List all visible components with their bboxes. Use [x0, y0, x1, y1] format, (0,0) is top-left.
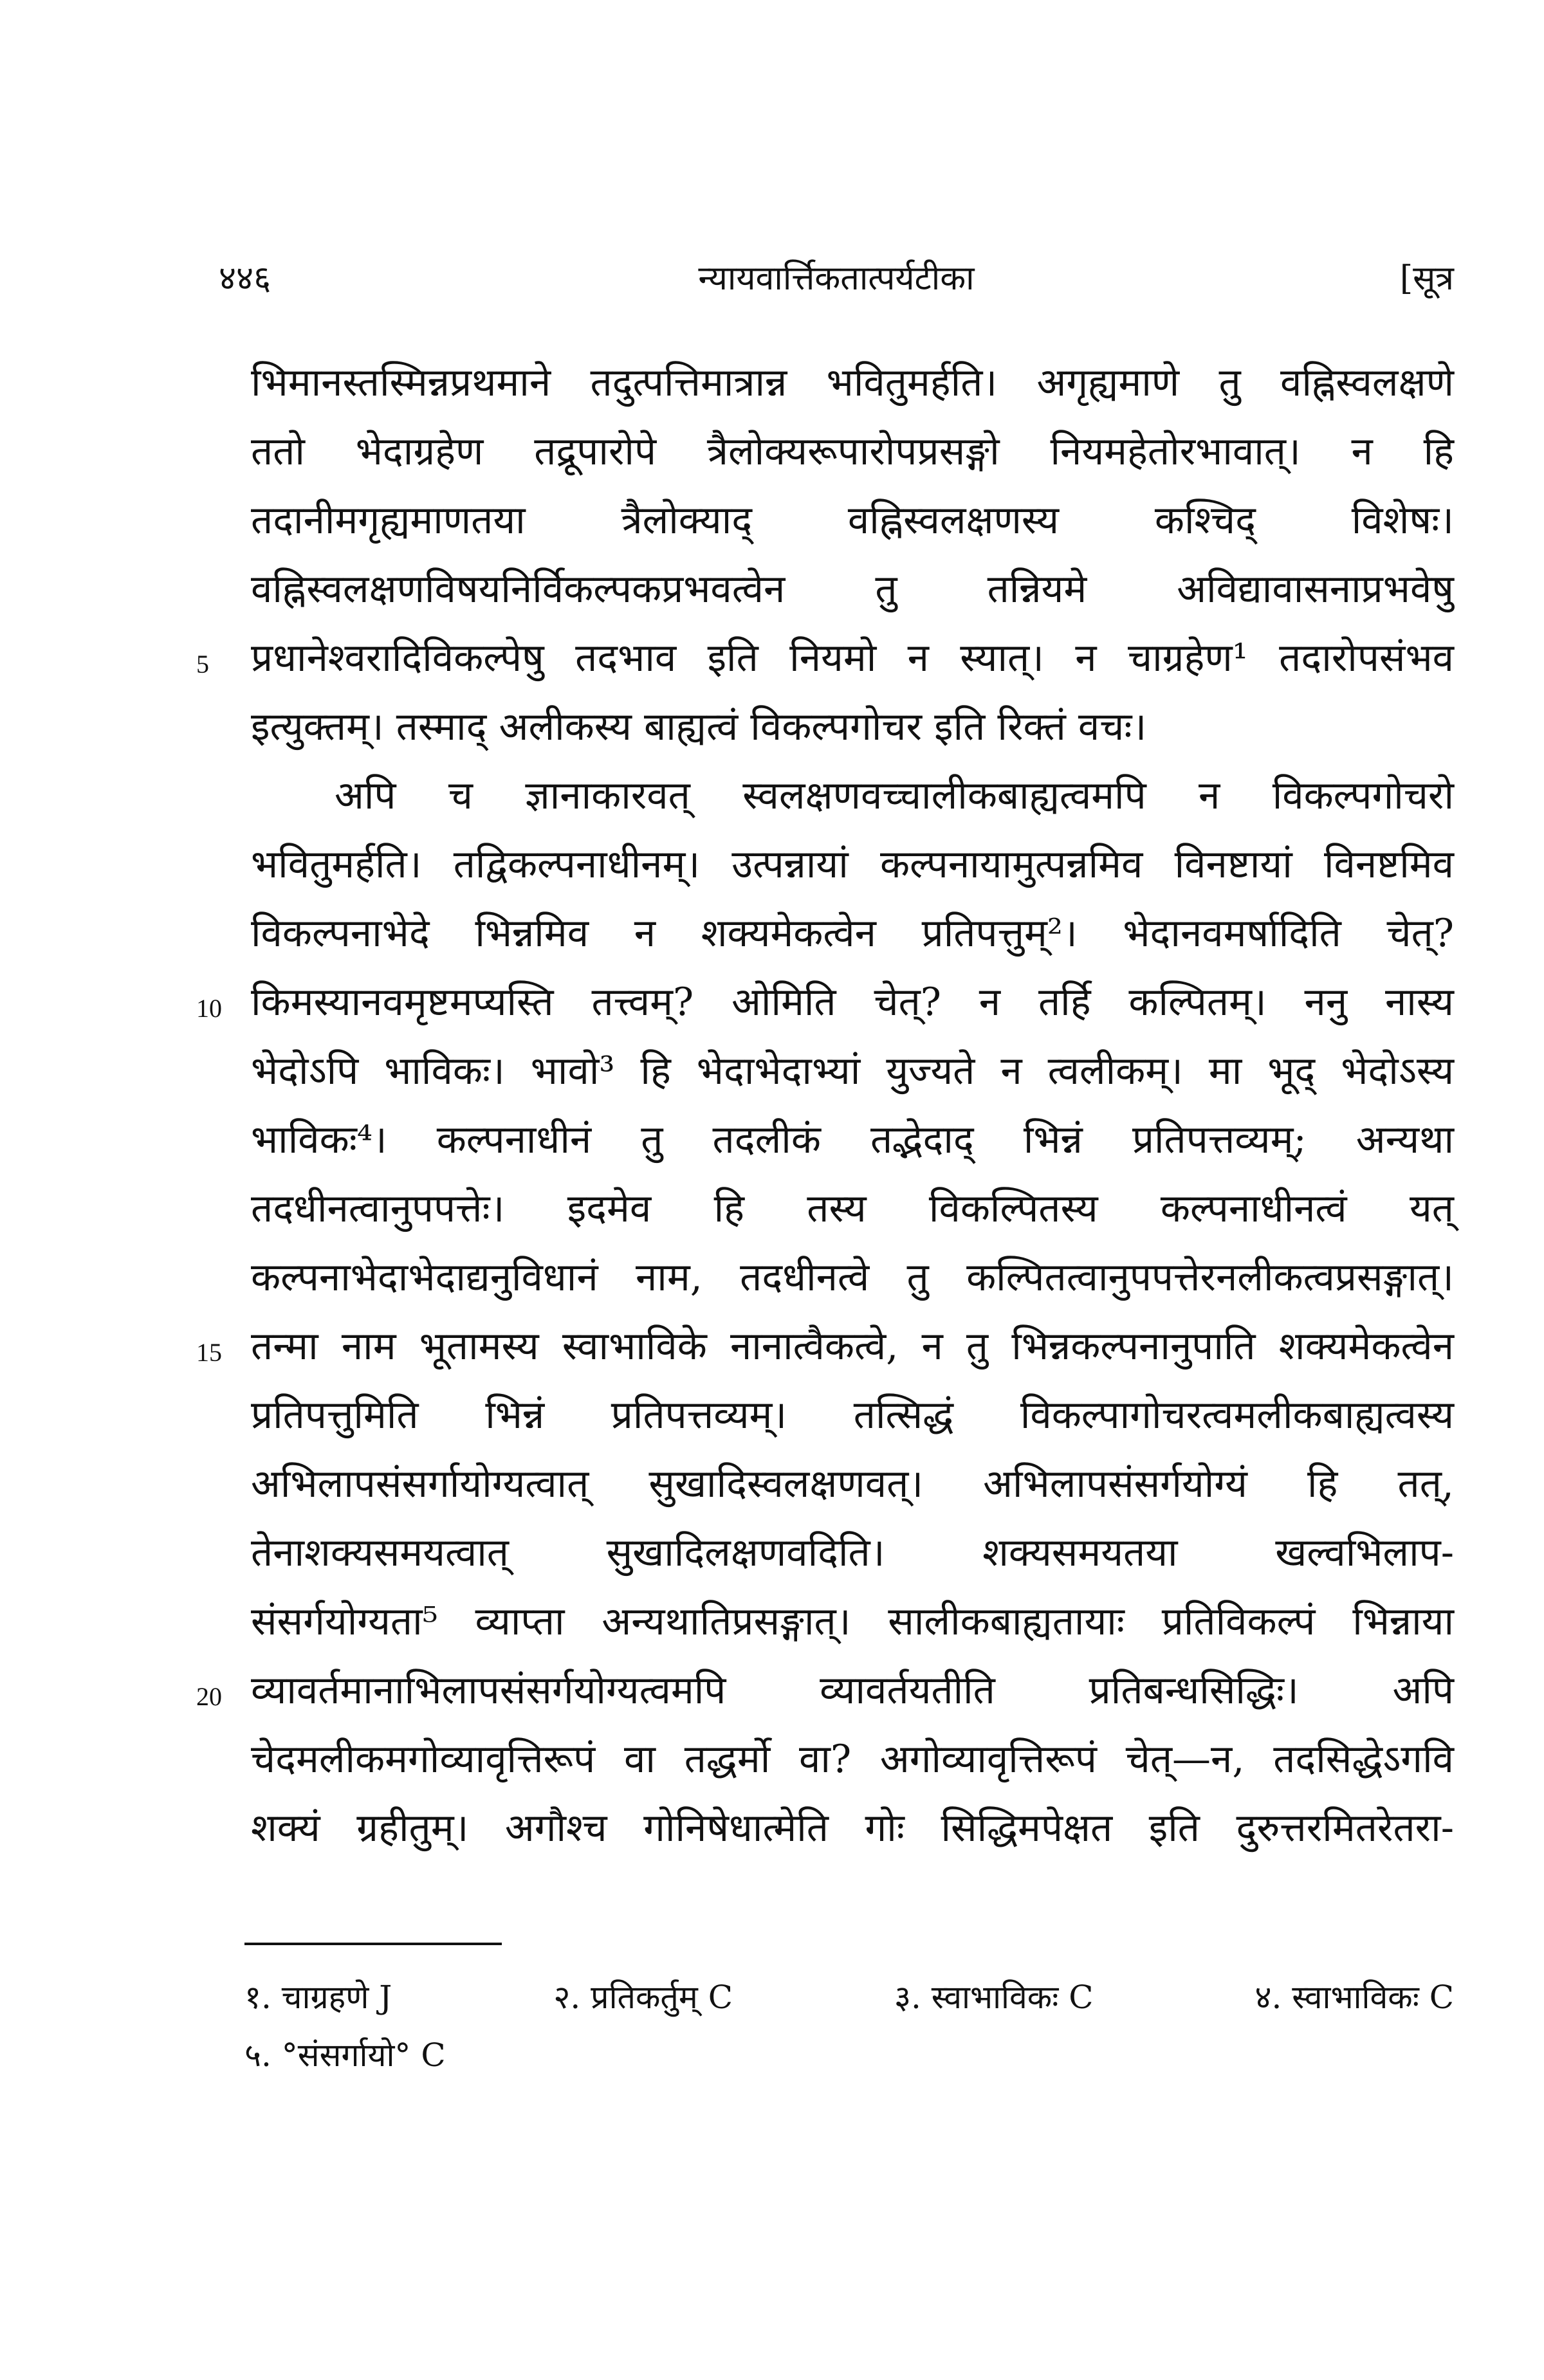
- line-number: 15: [196, 1338, 222, 1367]
- line-text: व्यावर्तमानाभिलापसंसर्गयोग्यत्वमपि व्यावर्तयतीति प्रतिबन्धसिद्धिः। अपि: [251, 1668, 1454, 1713]
- text-line: [251, 832, 1454, 901]
- line-text: विकल्पनाभेदे भिन्नमिव न शक्यमेकत्वेन प्रतिपत्तुम्²। भेदानवमर्षादिति चेत्?: [251, 911, 1454, 956]
- line-number: 10: [196, 994, 222, 1023]
- text-line: [251, 1039, 1454, 1108]
- line-text: तदधीनत्वानुपपत्तेः। इदमेव हि तस्य विकल्पितस्य कल्पनाधीनत्वं यत्: [251, 1186, 1454, 1231]
- footnote-row: [244, 1968, 1454, 2026]
- line-text: अभिलापसंसर्गायोग्यत्वात् सुखादिस्वलक्षणवत्। अभिलापसंसर्गयोग्यं हि तत्,: [251, 1461, 1454, 1506]
- footnote: ५. °संसर्गायो° C: [244, 2037, 446, 2074]
- text-line: [251, 1383, 1454, 1452]
- text-line: [251, 1589, 1454, 1658]
- line-text: किमस्यानवमृष्टमप्यस्ति तत्त्वम्? ओमिति चेत्? न तर्हि कल्पितम्। ननु नास्य: [251, 980, 1454, 1025]
- line-text: शक्यं ग्रहीतुम्। अगौश्च गोनिषेधात्मेति गोः सिद्धिमपेक्षत इति दुरुत्तरमितरेतरा-: [251, 1806, 1454, 1851]
- line-text: वह्निस्वलक्षणविषयनिर्विकल्पकप्रभवत्वेन तु तन्नियमे अविद्यावासनाप्रभवेषु: [251, 567, 1454, 612]
- line-text: तदानीमगृह्यमाणतया त्रैलोक्याद् वह्निस्वलक्षणस्य कश्चिद् विशेषः।: [251, 498, 1454, 543]
- line-text: भिमानस्तस्मिन्नप्रथमाने तदुत्पत्तिमात्रान्न भवितुमर्हति। अगृह्यमाणे तु वह्निस्वलक्षणे: [251, 360, 1454, 405]
- text-line: [251, 695, 1454, 764]
- text-line: [251, 1245, 1454, 1314]
- line-text: कल्पनाभेदाभेदाद्यनुविधानं नाम, तदधीनत्वे तु कल्पितत्वानुपपत्तेरनलीकत्वप्रसङ्गात्।: [251, 1255, 1454, 1300]
- text-line: [251, 1452, 1454, 1521]
- text-line: [251, 1108, 1454, 1176]
- text-line: [251, 764, 1454, 832]
- text-line: [196, 626, 1454, 695]
- text-line: [251, 1176, 1454, 1245]
- text-line: [196, 1314, 1454, 1383]
- section-label: [सूत्र: [1399, 259, 1454, 298]
- line-number: 20: [196, 1682, 222, 1711]
- text-line: [251, 488, 1454, 557]
- line-text: भाविकः⁴। कल्पनाधीनं तु तदलीकं तद्भेदाद् भिन्नं प्रतिपत्तव्यम्; अन्यथा: [251, 1117, 1454, 1162]
- line-text: तेनाशक्यसमयत्वात् सुखादिलक्षणवदिति। शक्यसमयतया खल्वभिलाप-: [251, 1530, 1454, 1575]
- line-text: अपि च ज्ञानाकारवत् स्वलक्षणवच्चालीकबाह्यत्वमपि न विकल्पगोचरो: [335, 773, 1454, 818]
- text-line: [251, 1521, 1454, 1589]
- line-text: इत्युक्तम्। तस्माद् अलीकस्य बाह्यत्वं विकल्पगोचर इति रिक्तं वचः।: [251, 704, 1147, 749]
- page-header: [219, 254, 1454, 306]
- line-text: प्रधानेश्वरादिविकल्पेषु तदभाव इति नियमो न स्यात्। न चाग्रहेण¹ तदारोपसंभव: [251, 636, 1454, 681]
- page-number: ४४६: [219, 259, 271, 298]
- line-text: भवितुमर्हति। तद्विकल्पनाधीनम्। उत्पन्नायां कल्पनायामुत्पन्नमिव विनष्टायां विनष्टमिव: [251, 842, 1454, 887]
- line-number: 5: [196, 650, 209, 679]
- footnotes: [244, 1968, 1454, 2084]
- text-line: [251, 1796, 1454, 1865]
- line-text: प्रतिपत्तुमिति भिन्नं प्रतिपत्तव्यम्। तत्सिद्धं विकल्पागोचरत्वमलीकबाह्यत्वस्य: [251, 1393, 1454, 1438]
- text-line: [251, 901, 1454, 970]
- text-line: [196, 1658, 1454, 1727]
- text-line: [251, 351, 1454, 419]
- running-title: न्यायवार्त्तिकतात्पर्यटीका: [698, 259, 975, 298]
- line-text: ततो भेदाग्रहेण तद्रूपारोपे त्रैलोक्यरूपारोपप्रसङ्गो नियमहेतोरभावात्। न हि: [251, 429, 1454, 474]
- line-text: भेदोऽपि भाविकः। भावो³ हि भेदाभेदाभ्यां युज्यते न त्वलीकम्। मा भूद् भेदोऽस्य: [251, 1048, 1454, 1094]
- line-text: तन्मा नाम भूतामस्य स्वाभाविके नानात्वैकत्वे, न तु भिन्नकल्पनानुपाति शक्यमेकत्वेन: [251, 1324, 1454, 1369]
- text-line: [251, 419, 1454, 488]
- line-text: संसर्गयोग्यता⁵ व्याप्ता अन्यथातिप्रसङ्गात्। सालीकबाह्यतायाः प्रतिविकल्पं भिन्नाया: [251, 1599, 1454, 1644]
- line-text: चेदमलीकमगोव्यावृत्तिरूपं वा तद्धर्मो वा? अगोव्यावृत्तिरूपं चेत्—न, तदसिद्धेऽगवि: [251, 1737, 1454, 1782]
- body-text: [196, 351, 1454, 1865]
- footnote: २. प्रतिकर्तुम् C: [553, 1979, 733, 2016]
- text-line: [251, 557, 1454, 626]
- footnote-divider: [244, 1943, 502, 1945]
- text-line: [251, 1727, 1454, 1796]
- footnote: १. चाग्रहणे J: [244, 1979, 392, 2016]
- footnote: ३. स्वाभाविकः C: [894, 1979, 1094, 2016]
- footnote-row: [244, 2026, 1454, 2084]
- text-line: [196, 970, 1454, 1039]
- footnote: ४. स्वाभाविकः C: [1254, 1979, 1454, 2016]
